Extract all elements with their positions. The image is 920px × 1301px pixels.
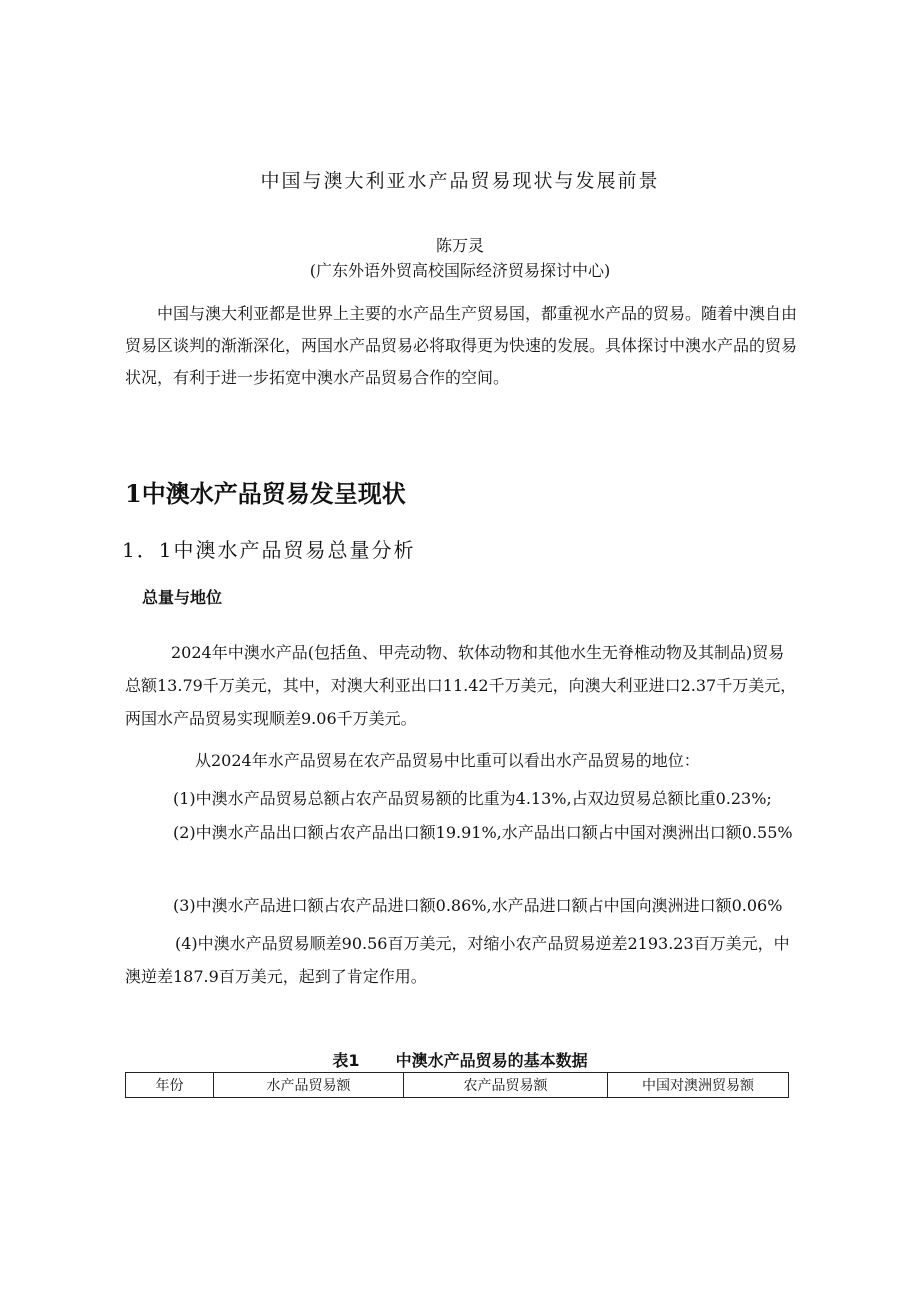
abstract-paragraph: 中国与澳大利亚都是世界上主要的水产品生产贸易国，都重视水产品的贸易。随着中澳自由贸易区谈判的渐渐深化，两国水产品贸易必将取得更为快速的发展。具体探讨中澳水产品的贸易状况，有利于进一步拓宽中澳水产品贸易合作的空间。 bbox=[125, 304, 798, 387]
author-name: 陈万灵 bbox=[435, 236, 484, 255]
body-paragraph-total: 2024年中澳水产品(包括鱼、甲壳动物、软体动物和其他水生无脊椎动物及其制品)贸易总额13.79千万美元，其中，对澳大利亚出口11.42千万美元，向澳大利亚进口2.37千万美元，两国水产品贸易实现顺差9.06千万美元。 bbox=[125, 643, 797, 728]
list-item-4: (4)中澳水产品贸易顺差90.56百万美元，对缩小农产品贸易逆差2193.23百万美元，中澳逆差187.9百万美元，起到了肯定作用。 bbox=[125, 934, 790, 986]
section-heading: 1中澳水产品贸易发呈现状 bbox=[125, 479, 406, 508]
table-header-china-australia-trade: 中国对澳洲贸易额 bbox=[608, 1073, 789, 1098]
table-header-row bbox=[126, 1073, 789, 1098]
list-item-3: (3)中澳水产品进口额占农产品进口额0.86%,水产品进口额占中国向澳洲进口额0.06% bbox=[173, 896, 783, 915]
table-caption-number: 表1 bbox=[332, 1051, 360, 1070]
data-table bbox=[125, 1072, 789, 1098]
body-paragraph-intro: 从2024年水产品贸易在农产品贸易中比重可以看出水产品贸易的地位： bbox=[195, 751, 700, 770]
subsubsection-heading: 总量与地位 bbox=[142, 588, 223, 607]
table-header-aquatic-trade: 水产品贸易额 bbox=[214, 1073, 404, 1098]
document-title: 中国与澳大利亚水产品贸易现状与发展前景 bbox=[260, 170, 660, 192]
author-affiliation: (广东外语外贸高校国际经济贸易探讨中心) bbox=[309, 261, 611, 280]
table-caption-title: 中澳水产品贸易的基本数据 bbox=[395, 1051, 588, 1070]
subsection-heading: 1．1中澳水产品贸易总量分析 bbox=[122, 538, 416, 562]
table-header-year: 年份 bbox=[126, 1073, 214, 1098]
table-caption bbox=[0, 1048, 920, 1071]
table-header-agri-trade: 农产品贸易额 bbox=[404, 1073, 608, 1098]
list-item-2: (2)中澳水产品出口额占农产品出口额19.91%,水产品出口额占中国对澳洲出口额0.55% bbox=[173, 823, 793, 842]
list-item-1: (1)中澳水产品贸易总额占农产品贸易额的比重为4.13%,占双边贸易总额比重0.23%; bbox=[173, 789, 772, 808]
